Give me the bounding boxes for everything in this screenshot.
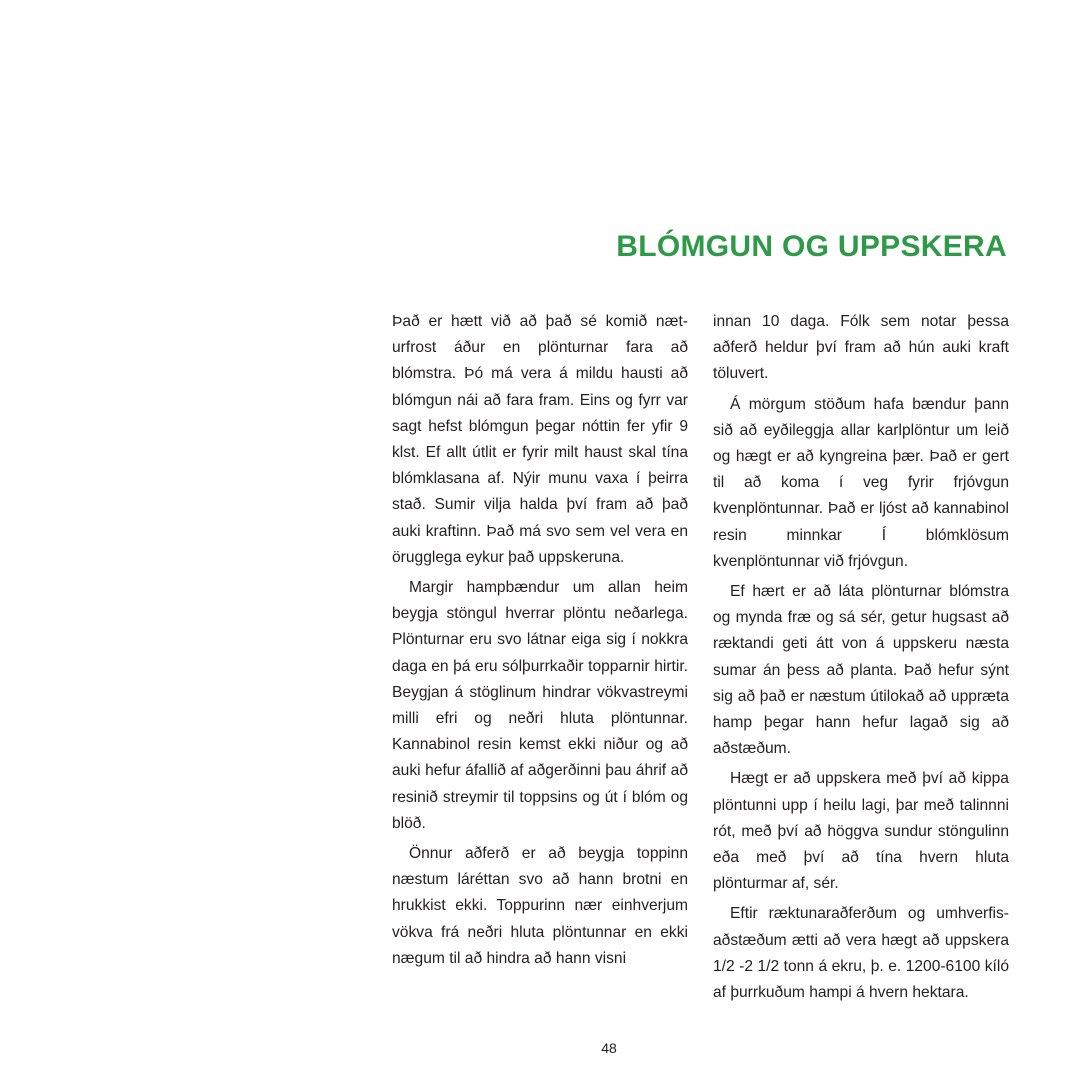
paragraph: Ef hært er að láta plönturnar blómstra og mynda fræ og sá sér, getur hugsast að ræktandi geti átt von á uppskeru næsta sumar án þess að planta. Það hefur sýnt sig að það er næstum útilokað að uppræta hamp þegar hann hefur lagað sig að aðstæðum.	[713, 583, 1009, 758]
paragraph: Margir hampbændur um allan heim beygja stöngul hverrar plöntu neðarlega. Plönturnar eru svo látnar eiga sig í nokkra daga en þá eru sólþurrkaðir topparnir hirtir. Beygjan á stöglinum hindrar vökvastreymi milli efri og neðri hluta plöntunnar. Kannabinol resin kemst ekki niður og að auki hefur áfallið af aðgerðinni þau áhrif að resinið streymir til toppsins og út í blóm og blöð.	[392, 579, 688, 832]
paragraph: Önnur aðferð er að beygja toppinn næstum láréttan svo að hann brotni en hrukkist ekki. Toppurinn nær einhverjum vökva frá neðri hluta plöntunnar en ekki nægum til að hindra að hann visni	[392, 845, 688, 967]
page-number-label: 48	[601, 1040, 617, 1056]
right-text-column	[713, 309, 1009, 1010]
paragraph: innan 10 daga. Fólk sem notar þessa aðferð heldur því fram að hún auki kraft töluvert.	[713, 313, 1009, 383]
page-title: BLÓMGUN OG UPPSKERA	[616, 230, 1007, 263]
paragraph: Hægt er að uppskera með því að kippa plöntunni upp í heilu lagi, þar með talinnni rót, með því að höggva sundur stöngulinn eða með því að tína hvern hluta plönturmar af, sér.	[713, 770, 1009, 893]
left-text-column	[392, 309, 688, 976]
paragraph: Á mörgum stöðum hafa bændur þann sið að eyðileggja allar karlplöntur um leið og hægt er að kyngreina þær. Það er gert til að koma í veg fyrir frjóvgun kvenplöntunnar. Það er ljóst að kannabinol resin minnkar Í blómklösum kvenplöntunnar við frjóvgun.	[713, 395, 1009, 570]
paragraph: Það er hætt við að það sé komið næturfrost áður en plönturnar fara að blómstra. Þó má vera á mildu hausti að blómgun nái að fara fram. Eins og fyrr var sagt hefst blómgun þegar nóttin fer yfir 9 klst. Ef allt útlit er fyrir milt haust skal tína blómklasana af. Nýir munu vaxa í þeirra stað. Sumir vilja halda því fram að það auki kraftinn. Það má svo sem vel vera en örugglega eykur það uppskeruna.	[392, 313, 688, 566]
paragraph: Eftir ræktunaraðferðum og umhverfisaðstæðum ætti að vera hægt að uppskera 1/2 -2 1/2 tonn á ekru, þ. e. 1200-6100 kíló af þurrkuðum hampi á hvern hektara.	[713, 905, 1009, 1002]
